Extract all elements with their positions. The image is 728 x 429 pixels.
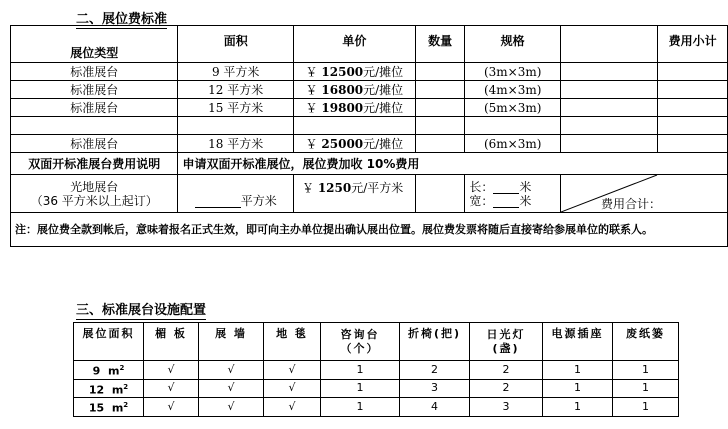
- facility-cell: √: [199, 379, 264, 398]
- fee-row: [11, 135, 728, 153]
- bare-qty-cell[interactable]: [415, 175, 465, 213]
- facility-cell: √: [144, 379, 199, 398]
- facility-row: [74, 379, 679, 398]
- fh-carpet: 地 毯: [264, 323, 321, 361]
- booth-area: 12 平方米: [178, 81, 294, 99]
- facility-table: [73, 322, 679, 417]
- blank-cell: [560, 99, 657, 117]
- section3-title: 三、标准展台设施配置: [76, 303, 207, 318]
- fh-consult: 咨询台 （个）: [321, 323, 400, 361]
- bare-row: [11, 175, 728, 213]
- booth-area: 9 平方米: [178, 63, 294, 81]
- fee-header-row: [11, 26, 728, 63]
- booth-type: 标准展台: [11, 81, 178, 99]
- facility-cell: 1: [321, 398, 400, 417]
- booth-type: 标准展台: [11, 63, 178, 81]
- facility-cell: √: [199, 398, 264, 417]
- facility-cell: 1: [543, 361, 613, 380]
- blank-cell: [560, 81, 657, 99]
- booth-price: ￥ 25000元/摊位: [293, 135, 415, 153]
- facility-row: [74, 361, 679, 380]
- facility-cell: √: [199, 361, 264, 380]
- facility-cell: √: [264, 379, 321, 398]
- fh-basket: 废纸篓: [613, 323, 679, 361]
- facility-cell: 1: [613, 361, 679, 380]
- booth-subtotal-cell[interactable]: [658, 81, 728, 99]
- double-open-row: [11, 153, 728, 175]
- booth-spec: (5m×3m): [465, 99, 561, 117]
- facility-cell: 1: [543, 398, 613, 417]
- facility-row: [74, 398, 679, 417]
- fee-row: [11, 81, 728, 99]
- double-open-label: 双面开标准展台费用说明: [11, 153, 178, 175]
- booth-subtotal-cell[interactable]: [658, 63, 728, 81]
- facility-cell: √: [264, 398, 321, 417]
- facility-cell: 1: [613, 398, 679, 417]
- booth-qty-cell[interactable]: [415, 63, 465, 81]
- length-input[interactable]: [493, 181, 519, 194]
- booth-spec: (3m×3m): [465, 63, 561, 81]
- booth-area: 18 平方米: [178, 135, 294, 153]
- booth-spec: (6m×3m): [465, 135, 561, 153]
- note-row: [11, 213, 728, 247]
- facility-cell: √: [264, 361, 321, 380]
- facility-area: 9 $m^2$: [74, 361, 144, 380]
- facility-cell: 2: [470, 361, 543, 380]
- facility-cell: 1: [321, 361, 400, 380]
- fh-lamp: 日光灯 (盏): [470, 323, 543, 361]
- facility-cell: √: [144, 361, 199, 380]
- bare-type: 光地展台 （36 平方米以上起订）: [11, 175, 178, 213]
- booth-subtotal-cell[interactable]: [658, 99, 728, 117]
- booth-price: ￥ 16800元/摊位: [293, 81, 415, 99]
- facility-cell: 1: [321, 379, 400, 398]
- fee-row: [11, 99, 728, 117]
- fee-table: [10, 25, 728, 247]
- fh-lintel: 楣 板: [144, 323, 199, 361]
- bare-dims: 长： 米 宽： 米: [465, 175, 561, 213]
- fh-wall: 展 墙: [199, 323, 264, 361]
- facility-cell: 3: [400, 379, 470, 398]
- header-qty: 数量: [415, 26, 465, 63]
- booth-type: 标准展台: [11, 135, 178, 153]
- facility-cell: 3: [470, 398, 543, 417]
- bare-area: 平方米: [178, 175, 294, 213]
- bare-price: ￥ 1250元/平方米: [293, 175, 415, 213]
- booth-qty-cell[interactable]: [415, 99, 465, 117]
- booth-spec: (4m×3m): [465, 81, 561, 99]
- facility-cell: 1: [543, 379, 613, 398]
- facility-area: 12 $m^2$: [74, 379, 144, 398]
- booth-price: ￥ 12500元/摊位: [293, 63, 415, 81]
- fee-empty-row: [11, 117, 728, 135]
- section2-title: 二、展位费标准: [76, 12, 168, 27]
- booth-area: 15 平方米: [178, 99, 294, 117]
- booth-qty-cell[interactable]: [415, 81, 465, 99]
- facility-cell: 2: [400, 361, 470, 380]
- header-subtotal: 费用小计: [658, 26, 728, 63]
- bare-total-cell: [560, 175, 727, 213]
- blank-cell: [560, 135, 657, 153]
- booth-subtotal-cell[interactable]: [658, 135, 728, 153]
- facility-cell: √: [144, 398, 199, 417]
- header-price: 单价: [293, 26, 415, 63]
- bare-area-input[interactable]: [195, 195, 241, 208]
- header-spec: 规格: [465, 26, 561, 63]
- fee-note: 注：展位费全款到帐后，意味着报名正式生效，即可向主办单位提出确认展出位置。展位费发票将随后直接寄给参展单位的联系人。: [11, 213, 728, 247]
- header-area: 面积: [178, 26, 294, 63]
- blank-cell: [560, 63, 657, 81]
- facility-cell: 2: [470, 379, 543, 398]
- fee-row: [11, 63, 728, 81]
- booth-price: ￥ 19800元/摊位: [293, 99, 415, 117]
- total-label: 费用合计：: [600, 197, 661, 211]
- booth-type: 标准展台: [11, 99, 178, 117]
- fh-socket: 电源插座: [543, 323, 613, 361]
- facility-header-row: [74, 323, 679, 361]
- double-open-text: 申请双面开标准展位，展位费加收 10%费用: [178, 153, 728, 175]
- facility-cell: 4: [400, 398, 470, 417]
- header-type: 展位类型: [11, 26, 178, 63]
- width-input[interactable]: [493, 195, 519, 208]
- facility-area: 15 $m^2$: [74, 398, 144, 417]
- header-empty: [560, 26, 657, 63]
- fh-chair: 折椅(把): [400, 323, 470, 361]
- facility-cell: 1: [613, 379, 679, 398]
- fh-area: 展位面积: [74, 323, 144, 361]
- booth-qty-cell[interactable]: [415, 135, 465, 153]
